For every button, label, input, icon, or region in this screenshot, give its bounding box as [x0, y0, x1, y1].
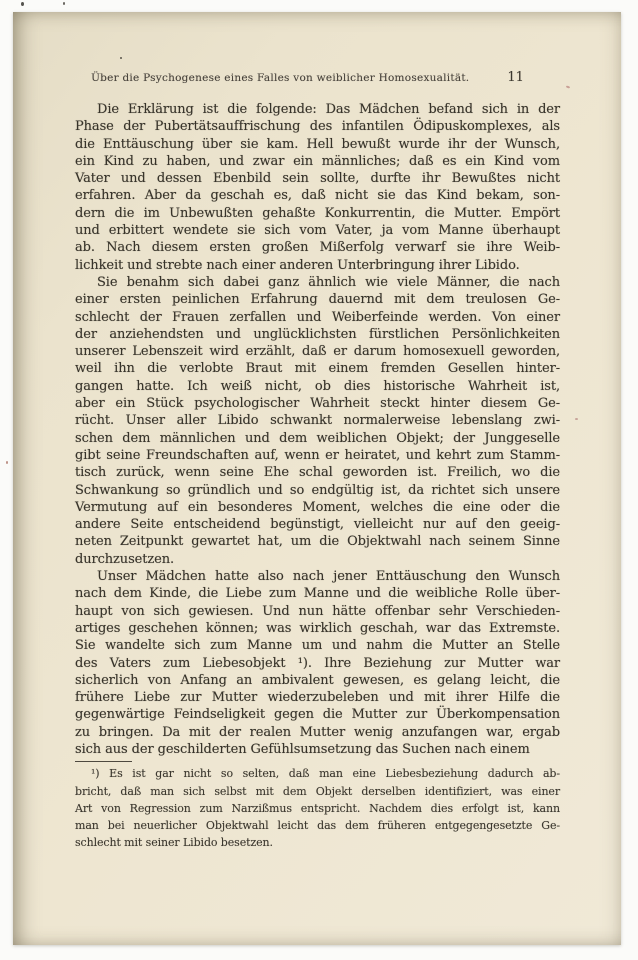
text-line: des Vaters zum Liebesobjekt ¹). Ihre Beziehung zur Mutter war — [75, 655, 560, 671]
text-line: andere Seite entscheidend begünstigt, vielleicht nur auf den geeig- — [75, 517, 560, 533]
page-number: 11 — [507, 70, 524, 85]
text-line: einer ersten peinlichen Erfahrung dauernd mit dem treulosen Ge- — [75, 292, 560, 308]
text-line: zu bringen. Da mit der realen Mutter wenig anzufangen war, ergab — [75, 724, 560, 740]
text-line: neten Zeitpunkt gewartet hat, um die Objektwahl nach seinem Sinne — [75, 534, 560, 550]
text-line: tisch zurück, wenn seine Ehe schal geworden ist. Freilich, wo die — [75, 465, 560, 481]
text-line: aber ein Stück psychologischer Wahrheit steckt hinter diesem Ge- — [75, 396, 560, 412]
text-line: schlecht der Frauen zerfallen und Weiberfeinde werden. Von einer — [75, 309, 560, 325]
text-line: ein Kind zu haben, und zwar ein männliches; daß es ein Kind vom — [75, 153, 560, 169]
text-line: gibt seine Freundschaften auf, wenn er heiratet, und kehrt zum Stamm- — [75, 447, 560, 463]
text-line: man bei neuerlicher Objektwahl leicht das dem früheren entgegengesetzte Ge- — [75, 819, 560, 833]
text-line: und erbittert wendete sie sich vom Vater, ja vom Manne überhaupt — [75, 223, 560, 239]
text-line: frühere Liebe zur Mutter wiederzubeleben und mit ihrer Hilfe die — [75, 690, 560, 706]
text-line: rücht. Unser aller Libido schwankt normalerweise lebenslang zwi- — [75, 413, 560, 429]
body-text — [75, 101, 560, 758]
text-line: sicherlich von Anfang an ambivalent gewesen, es gelang leicht, die — [75, 672, 560, 688]
paragraph — [75, 568, 560, 758]
text-line: lichkeit und strebte nach einer anderen Unterbringung ihrer Libido. — [75, 257, 520, 273]
scan-speck — [63, 2, 65, 5]
text-line: nach dem Kinde, die Liebe zum Manne und die weibliche Rolle über- — [75, 586, 560, 602]
text-line: ¹) Es ist gar nicht so selten, daß man eine Liebesbeziehung dadurch ab- — [91, 767, 560, 781]
text-line: Phase der Pubertätsauffrischung des infantilen Ödipuskomplexes, als — [75, 119, 560, 135]
text-line: schen dem männlichen und dem weiblichen Objekt; der Junggeselle — [75, 430, 560, 446]
text-line: haupt von sich gewiesen. Und nun hätte offenbar sehr Verschieden- — [75, 603, 560, 619]
text-line: Vater und dessen Ebenbild sein sollte, durfte ihr Bewußtes nicht — [75, 171, 560, 187]
text-line: die Enttäuschung über sie kam. Hell bewußt wurde ihr der Wunsch, — [75, 136, 560, 152]
text-line: der anziehendsten und unglücklichsten fürstlichen Persönlichkeiten — [75, 326, 560, 342]
text-line: ab. Nach diesem ersten großen Mißerfolg verwarf sie ihre Weib- — [75, 240, 560, 256]
scan-speck — [120, 57, 122, 59]
scan-speck — [21, 2, 24, 6]
text-line: Die Erklärung ist die folgende: Das Mädchen befand sich in der — [97, 102, 560, 117]
text-line: durchzusetzen. — [75, 551, 175, 567]
running-header — [65, 70, 550, 85]
paragraph — [75, 274, 560, 568]
text-line: bricht, daß man sich selbst mit dem Objekt derselben identifiziert, was einer — [75, 784, 560, 798]
text-line: unserer Lebenszeit wird erzählt, daß er darum homosexuell geworden, — [75, 344, 560, 360]
text-line: schlecht mit seiner Libido besetzen. — [75, 836, 273, 850]
text-line: gangen hatte. Ich weiß nicht, ob dies historische Wahrheit ist, — [75, 378, 560, 394]
text-line: dern die im Unbewußten gehaßte Konkurrentin, die Mutter. Empört — [75, 205, 560, 221]
footnote-separator — [75, 761, 132, 762]
text-line: Sie wandelte sich zum Manne um und nahm die Mutter an Stelle — [75, 638, 560, 654]
text-line: Schwankung so gründlich und so endgültig ist, da richtet sich unsere — [75, 482, 560, 498]
text-line: weil ihn die verlobte Braut mit einem fremden Gesellen hinter- — [75, 361, 560, 377]
footnote — [75, 766, 560, 852]
scan-speck — [6, 461, 8, 464]
text-line: Art von Regression zum Narzißmus entspricht. Nachdem dies erfolgt ist, kann — [75, 801, 560, 815]
page-scan — [13, 12, 621, 945]
text-line: erfahren. Aber da geschah es, daß nicht sie das Kind bekam, son- — [75, 188, 560, 204]
text-line: Sie benahm sich dabei ganz ähnlich wie viele Männer, die nach — [97, 274, 560, 290]
scan-speck — [575, 418, 578, 420]
text-line: Vermutung auf ein besonderes Moment, welches die eine oder die — [75, 499, 560, 515]
text-line: Unser Mädchen hatte also nach jener Enttäuschung den Wunsch — [97, 569, 560, 585]
text-line: sich aus der geschilderten Gefühlsumsetzung das Suchen nach einem — [75, 741, 530, 757]
paragraph — [75, 101, 560, 274]
running-header-title: Über die Psychogenese eines Falles von weiblicher Homosexualität. — [91, 72, 470, 84]
text-line: gegenwärtige Feindseligkeit gegen die Mutter zur Überkompensation — [75, 707, 560, 723]
text-line: artiges geschehen können; was wirklich geschah, war das Extremste. — [75, 620, 560, 636]
